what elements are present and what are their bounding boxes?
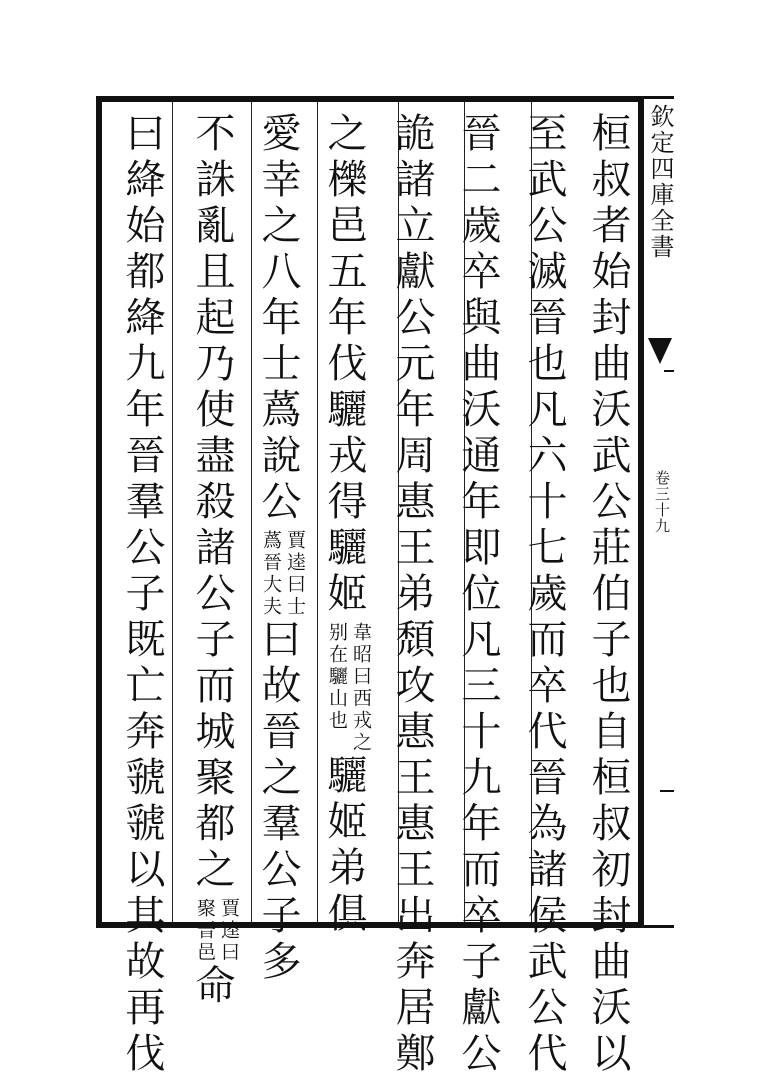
- main-text: 之櫟邑五年伐驪戎得驪姬: [321, 112, 367, 618]
- main-text: 愛幸之八年士蔿說公: [255, 112, 301, 526]
- text-column-5: [318, 112, 372, 938]
- main-text: 曰故晉之羣公子多: [255, 618, 301, 986]
- book-title: 欽定四庫全書: [646, 104, 674, 260]
- text-column-4: 詭諸立獻公元年周惠王弟頹攻惠王惠王出奔居鄭: [389, 112, 435, 1078]
- annotation-left: 聚晉邑: [194, 898, 216, 964]
- annotation: [256, 530, 304, 618]
- margin-tick: [664, 370, 674, 372]
- text-column-7: [186, 112, 240, 1010]
- text-column-2: 至武公滅晉也凡六十七歲而卒代晉為諸侯武公代: [521, 112, 567, 1078]
- margin-tick: [660, 790, 674, 792]
- annotation-left: 蔿晉大夫: [260, 530, 282, 618]
- annotation-right: 韋昭曰西戎之: [350, 622, 372, 754]
- annotation: [190, 898, 238, 964]
- text-column-1: 桓叔者始封曲沃武公莊伯子也自桓叔初封曲沃以: [585, 112, 631, 1078]
- fish-tail-icon: [648, 338, 672, 364]
- annotation: [322, 622, 370, 754]
- text-column-8: 曰絳始都絳九年晉羣公子既亡奔虢虢以其故再伐: [119, 112, 165, 1078]
- annotation-right: 賈逵曰士: [284, 530, 306, 618]
- annotation-left: 别在驪山也: [326, 622, 348, 732]
- column-divider: [172, 102, 173, 922]
- volume-label: 卷三十九: [653, 470, 671, 534]
- main-text: 驪姬弟俱: [321, 754, 367, 938]
- text-column-6: [252, 112, 306, 986]
- main-text: 不誅亂且起乃使盡殺諸公子而城聚都之: [189, 112, 235, 894]
- annotation-right: 賈逵曰: [218, 898, 240, 964]
- main-text: 命: [189, 964, 235, 1010]
- text-column-3: 晉二歲卒與曲沃通年即位凡三十九年而卒子獻公: [455, 112, 501, 1078]
